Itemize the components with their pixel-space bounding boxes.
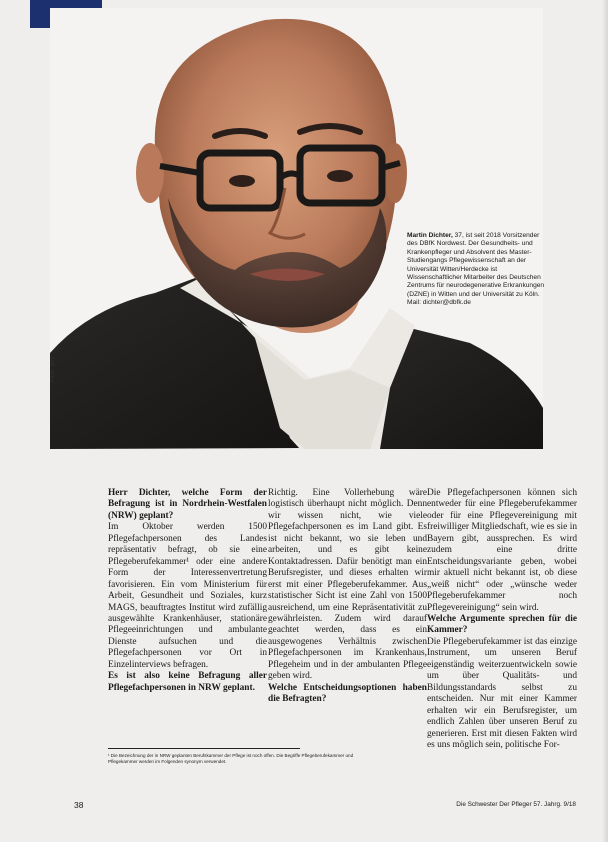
interview-question: Welche Entscheidungsoptionen haben die Befragten? [268,682,427,705]
interview-question: Es ist also keine Befragung aller Pflegefachpersonen in NRW geplant. [108,671,267,693]
interview-answer: Im Oktober werden 1500 Pflegefachpersonen des Landes repräsentativ befragt, ob sie eine Pflegeberufekammer¹ oder eine andere Form der Interessenvertretung favorisieren. Ein vom Ministerium für Arbeit, Gesundheit und Soziales, kurz MAGS, beauftragtes Institut wird zufällig ausgewählte Krankenhäuser, stationäre Pflegeeinrichtungen und ambulante Dienste aufsuchen und die Pflegefachpersonen vor Ort in Einzelinterviews befragen. [108,522,267,670]
footnote-divider [108,748,300,749]
interview-answer: Die Pflegefachpersonen können sich entweder für eine Pflegeberufekammer oder für eine Pflegevereinigung mit freiwilliger Mitgliedschaft, wie es sie in Bayern gibt, aussprechen. Es wird zudem eine dritte Entscheidungsvariante geben, wobei mir aktuell nicht bekannt ist, ob diese „weiß nicht“ oder „wünsche weder Pflegeberufekammer noch Pflegevereinigung“ sein wird. [427,488,577,613]
interview-answer: Richtig. Eine Vollerhebung wäre logistisch überhaupt nicht möglich. Denn wir wissen nicht, wie viele Pflegefachpersonen es im Land gibt. Es ist nicht bekannt, wo sie leben und arbeiten, und es gibt keine Kontaktadressen. Dafür benötigt man ein Berufsregister, und dieses erhalten wir erst mit einer Pflegeberufekammer. Aus statistischer Sicht ist eine Zahl von 1500 ausreichend, um eine Repräsentativität zu gewährleisten. Zudem wird darauf geachtet werden, dass es ein ausgewogenes Verhältnis zwischen Pflegefachpersonen im Krankenhaus, Pflegeheim und in der ambulanten Pflege geben wird. [268,488,427,682]
journal-footer: Die Schwester Der Pfleger 57. Jahrg. 9/18 [456,801,576,808]
interview-question: Welche Argumente sprechen für die Kammer? [427,613,577,636]
page-edge-shadow [602,0,608,842]
text-column-1 [108,488,267,694]
bio-name: Martin Dichter, [407,232,453,239]
portrait-photo [50,8,543,449]
footnote: ¹ Die Bezeichnung der in NRW geplanten Berufskammer der Pflege ist noch offen. Die Begriffe Pflegeberufekammer und Pflegekammer werden im Folgenden synonym verwendet. [108,753,354,765]
interview-answer: Die Pflegeberufekammer ist das einzige Instrument, um unseren Beruf eigenständig weiterzuentwickeln sowie um über Qualitäts- und Bildungsstandards selbst zu entscheiden. Nur mit einer Kammer erhalten wir ein Berufsregister, um endlich Zahlen über unseren Beruf zu generieren. Erst mit diesen Fakten wird es uns möglich sein, politische For- [427,636,577,750]
text-column-2 [268,488,427,706]
author-bio [407,232,549,308]
page-number: 38 [74,800,84,810]
text-column-3 [427,488,577,751]
photo-credit: Foto: priv. [50,354,56,382]
bio-text: 37, ist seit 2018 Vorsitzender des DBfK Nordwest. Der Gesundheits- und Krankenpfleger und Absolvent des Master-Studiengangs Pflegewissenschaft an der Universität Witten/Herdecke ist Wissenschaftlicher Mitarbeiter des Deutschen Zentrums für neurodegenerative Erkrankungen (DZNE) in Witten und der Universität zu Köln. Mail: dichter@dbfk.de [407,232,545,307]
interview-question: Herr Dichter, welche Form der Befragung ist in Nordrhein-Westfalen (NRW) geplant? [108,488,267,521]
